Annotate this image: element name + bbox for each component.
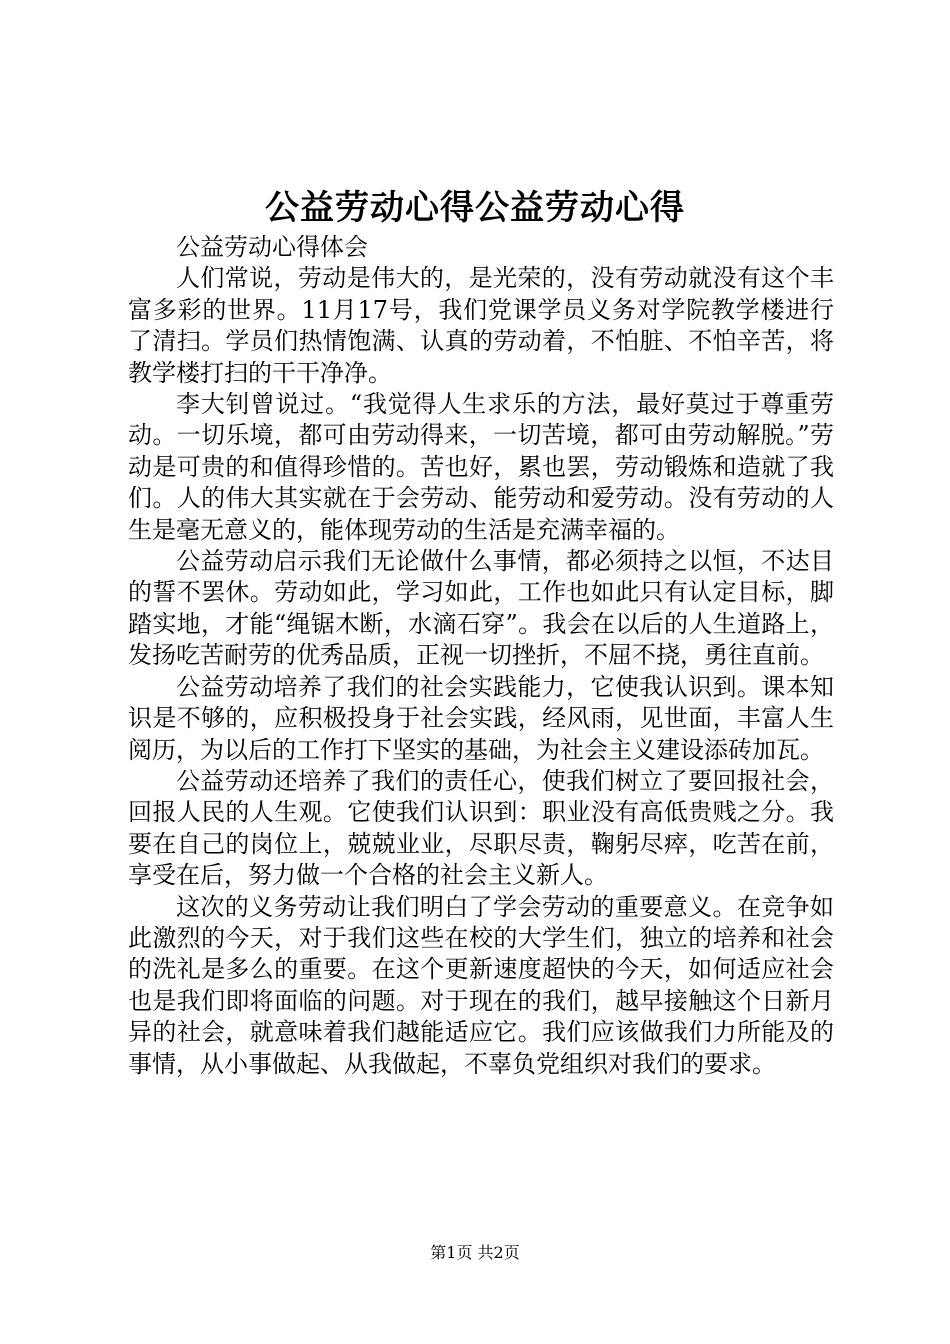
page-number-footer: 第1页 共2页 (430, 1243, 520, 1262)
paragraph: 这次的义务劳动让我们明白了学会劳动的重要意义。在竞争如此激烈的今天，对于我们这些在校的大学生们，独立的培养和社会的洗礼是多么的重要。在这个更新速度超快的今天，如何适应社会也是我们即将面临的问题。对于现在的我们，越早接触这个日新月异的社会，就意味着我们越能适应它。我们应该做我们力所能及的事情，从小事做起、从我做起，不辜负党组织对我们的要求。 (128, 892, 834, 1078)
document-body (128, 232, 834, 1080)
paragraph: 公益劳动培养了我们的社会实践能力，它使我认识到。课本知识是不够的，应积极投身于社会实践，经风雨，见世面，丰富人生阅历，为以后的工作打下坚实的基础，为社会主义建设添砖加瓦。 (128, 672, 834, 764)
document-title: 公益劳动心得公益劳动心得 (265, 188, 685, 228)
paragraph: 人们常说，劳动是伟大的，是光荣的，没有劳动就没有这个丰富多彩的世界。11月17号，我们党课学员义务对学院教学楼进行了清扫。学员们热情饱满、认真的劳动着，不怕脏、不怕辛苦，将教学楼打扫的干干净净。 (128, 264, 834, 387)
paragraph: 李大钊曾说过。“我觉得人生求乐的方法，最好莫过于尊重劳动。一切乐境，都可由劳动得来，一切苦境，都可由劳动解脱。”劳动是可贵的和值得珍惜的。苦也好，累也罢，劳动锻炼和造就了我们。人的伟大其实就在于会劳动、能劳动和爱劳动。没有劳动的人生是毫无意义的，能体现劳动的生活是充满幸福的。 (128, 390, 834, 544)
paragraph: 公益劳动还培养了我们的责任心，使我们树立了要回报社会，回报人民的人生观。它使我们认识到：职业没有高低贵贱之分。我要在自己的岗位上，兢兢业业，尽职尽责，鞠躬尽瘁，吃苦在前，享受在后，努力做一个合格的社会主义新人。 (128, 766, 834, 890)
paragraph-subtitle: 公益劳动心得体会 (176, 233, 368, 261)
paragraph: 公益劳动启示我们无论做什么事情，都必须持之以恒，不达目的誓不罢休。劳动如此，学习如此，工作也如此只有认定目标，脚踏实地，才能“绳锯木断，水滴石穿”。我会在以后的人生道路上，发扬吃苦耐劳的优秀品质，正视一切挫折，不屈不挠，勇往直前。 (128, 547, 834, 670)
